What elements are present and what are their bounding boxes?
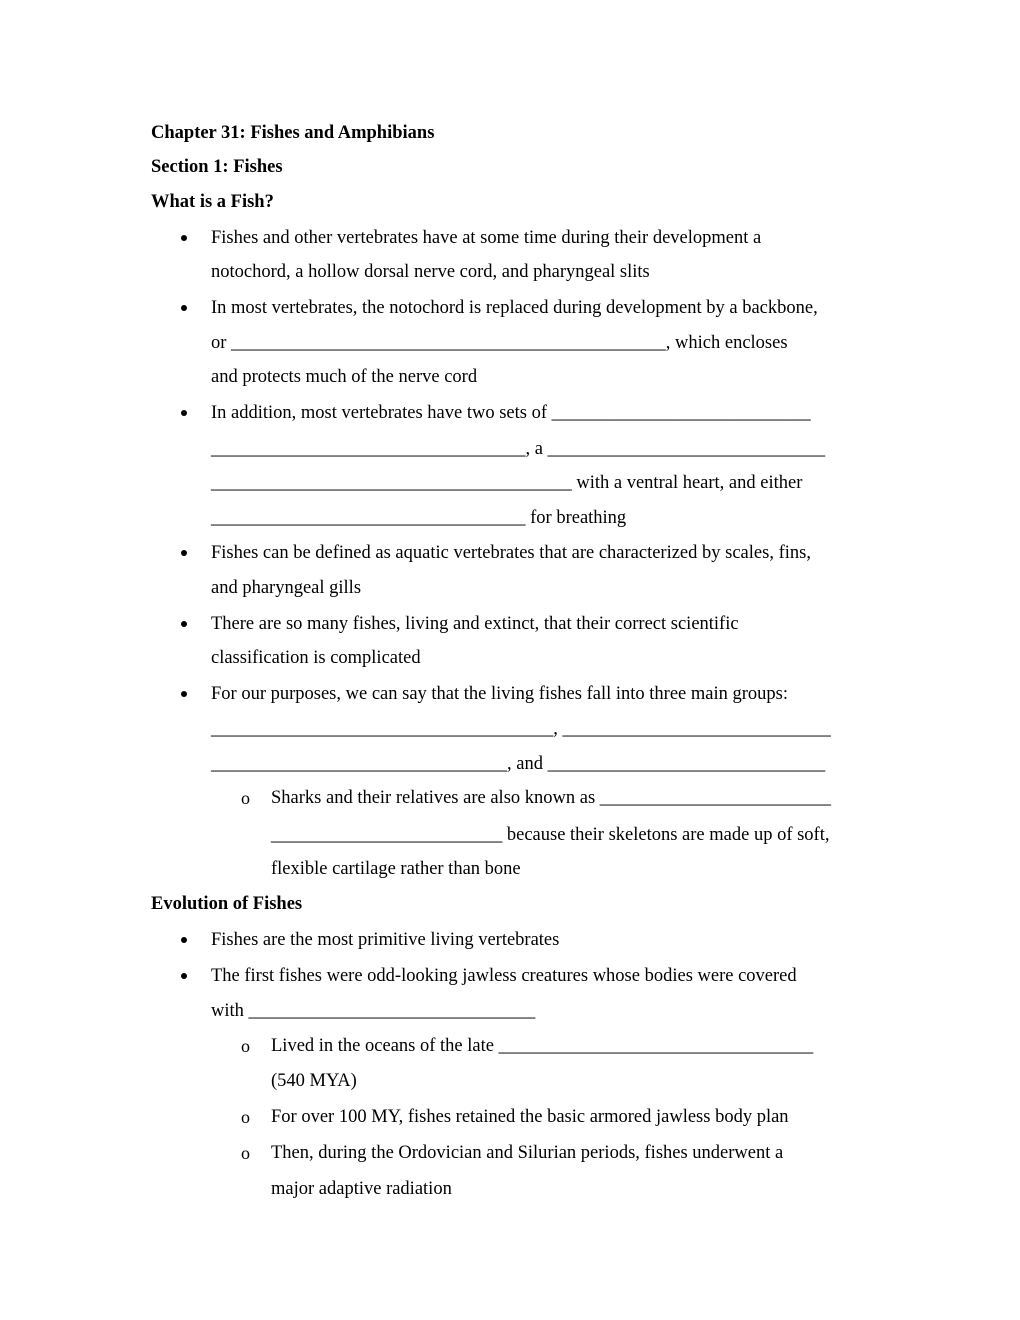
text-line: Lived in the oceans of the late __________________________________ xyxy=(271,1036,814,1056)
text-line: _______________________________________ with a ventral heart, and either xyxy=(211,473,803,493)
text-line: ________________________________, and ______________________________ xyxy=(211,754,826,774)
text-line: _________________________ because their skeletons are made up of soft, xyxy=(271,825,830,845)
bullet-icon xyxy=(181,973,187,979)
text-line: Fishes are the most primitive living vertebrates xyxy=(211,930,560,950)
subheading-evolution-of-fishes: Evolution of Fishes xyxy=(151,894,303,914)
subheading-what-is-a-fish: What is a Fish? xyxy=(151,192,274,212)
bullet-icon xyxy=(181,621,187,627)
text-line: Sharks and their relatives are also known as _________________________ xyxy=(271,788,832,808)
sub-bullet-icon: o xyxy=(241,1036,250,1056)
text-line: Fishes and other vertebrates have at some time during their development a xyxy=(211,228,762,248)
text-line: flexible cartilage rather than bone xyxy=(271,859,521,879)
text-line: or _______________________________________________, which encloses xyxy=(211,333,788,353)
text-line: classification is complicated xyxy=(211,648,421,668)
section-title: Section 1: Fishes xyxy=(151,157,283,177)
bullet-icon xyxy=(181,937,187,943)
text-line: In addition, most vertebrates have two sets of ____________________________ xyxy=(211,403,811,423)
bullet-icon xyxy=(181,410,187,416)
chapter-title: Chapter 31: Fishes and Amphibians xyxy=(151,123,435,143)
bullet-icon xyxy=(181,235,187,241)
text-line: In most vertebrates, the notochord is replaced during development by a backbone, xyxy=(211,298,818,318)
text-line: Then, during the Ordovician and Silurian periods, fishes underwent a xyxy=(271,1143,784,1163)
sub-bullet-icon: o xyxy=(241,1107,250,1127)
text-line: major adaptive radiation xyxy=(271,1179,452,1199)
text-line: For over 100 MY, fishes retained the basic armored jawless body plan xyxy=(271,1107,789,1127)
bullet-icon xyxy=(181,305,187,311)
text-line: The first fishes were odd-looking jawless creatures whose bodies were covered xyxy=(211,966,797,986)
text-line: notochord, a hollow dorsal nerve cord, and pharyngeal slits xyxy=(211,262,650,282)
text-line: _____________________________________, _____________________________ xyxy=(211,719,831,739)
text-line: (540 MYA) xyxy=(271,1071,357,1091)
text-line: and protects much of the nerve cord xyxy=(211,367,478,387)
text-line: Fishes can be defined as aquatic vertebrates that are characterized by scales, fins, xyxy=(211,543,811,563)
text-line: For our purposes, we can say that the living fishes fall into three main groups: xyxy=(211,684,788,704)
sub-bullet-icon: o xyxy=(241,788,250,808)
text-line: There are so many fishes, living and extinct, that their correct scientific xyxy=(211,614,739,634)
text-line: __________________________________, a ______________________________ xyxy=(211,439,826,459)
text-line: with _______________________________ xyxy=(211,1001,536,1021)
text-line: __________________________________ for breathing xyxy=(211,508,627,528)
bullet-icon xyxy=(181,691,187,697)
bullet-icon xyxy=(181,550,187,556)
text-line: and pharyngeal gills xyxy=(211,578,362,598)
sub-bullet-icon: o xyxy=(241,1143,250,1163)
